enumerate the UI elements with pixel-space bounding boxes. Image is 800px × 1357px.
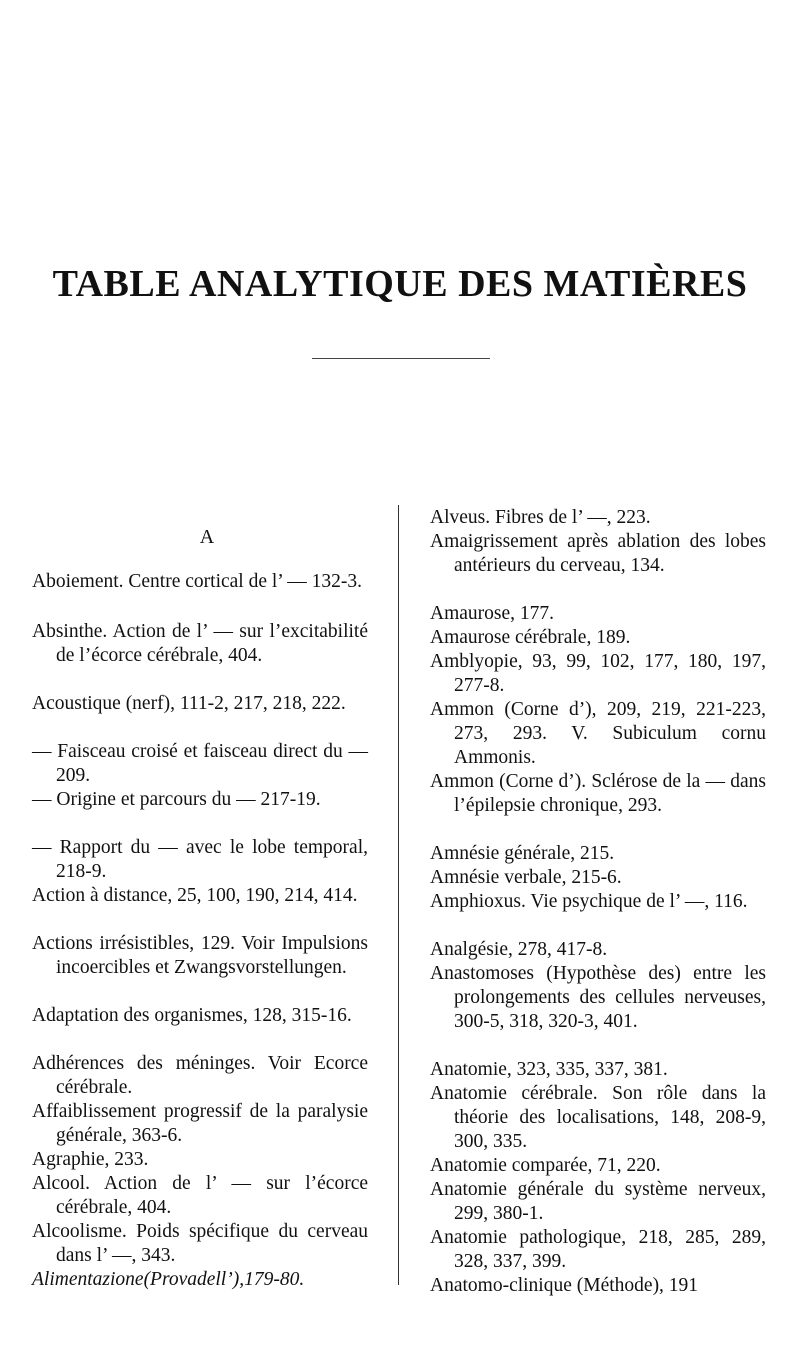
index-entry: Ammon (Corne d’), 209, 219, 221-223, 273, 293. V. Subiculum cornu Ammonis. [430, 699, 766, 768]
index-entry: Affaiblissement progressif de la paralysie générale, 363-6. [32, 1101, 368, 1146]
index-entry: Amblyopie, 93, 99, 102, 177, 180, 197, 277-8. [430, 651, 766, 696]
index-entry: Absinthe. Action de l’ — sur l’excitabilité de l’écorce cérébrale, 404. [32, 621, 368, 666]
index-entry: Anatomie comparée, 71, 220. [430, 1155, 661, 1176]
index-entry: Amaurose, 177. [430, 603, 555, 624]
title-divider [312, 358, 490, 359]
index-entry: Adhérences des méninges. Voir Ecorce cérébrale. [32, 1053, 368, 1098]
index-entry: Anastomoses (Hypothèse des) entre les prolongements des cellules nerveuses, 300-5, 318, 320-3, 401. [430, 963, 766, 1032]
index-entry: Alveus. Fibres de l’ —, 223. [430, 507, 651, 528]
section-letter: A [199, 526, 215, 548]
index-entry: Amnésie générale, 215. [430, 843, 615, 864]
index-entry: Action à distance, 25, 100, 190, 214, 414. [32, 885, 358, 906]
index-entry: Amaigrissement après ablation des lobes antérieurs du cerveau, 134. [430, 531, 766, 576]
index-entry: Ammon (Corne d’). Sclérose de la — dans l’épilepsie chronique, 293. [430, 771, 766, 816]
index-entry: Anatomie pathologique, 218, 285, 289, 328, 337, 399. [430, 1227, 766, 1272]
index-entry: Alcoolisme. Poids spécifique du cerveau dans l’ —, 343. [32, 1221, 368, 1266]
index-entry: — Origine et parcours du — 217-19. [32, 789, 321, 810]
page-title: TABLE ANALYTIQUE DES MATIÈRES [52, 263, 748, 305]
index-entry: Anatomie, 323, 335, 337, 381. [430, 1059, 668, 1080]
index-entry: Anatomo-clinique (Méthode), 191 [430, 1275, 699, 1296]
index-entry: Anatomie cérébrale. Son rôle dans la théorie des localisations, 148, 208-9, 300, 335. [430, 1083, 766, 1152]
index-entry: Actions irrésistibles, 129. Voir Impulsions incoercibles et Zwangsvorstellungen. [32, 933, 368, 978]
index-entry: Adaptation des organismes, 128, 315-16. [32, 1005, 352, 1026]
index-entry: Amphioxus. Vie psychique de l’ —, 116. [430, 891, 748, 912]
index-entry: Aboiement. Centre cortical de l’ — 132-3. [32, 571, 362, 592]
index-entry: Analgésie, 278, 417-8. [430, 939, 608, 960]
index-entry: — Faisceau croisé et faisceau direct du — 209. [32, 741, 368, 786]
index-entry: Amaurose cérébrale, 189. [430, 627, 631, 648]
column-divider [398, 505, 399, 1285]
index-entry: Alimentazione(Provadell’),179-80. [32, 1269, 305, 1290]
index-entry: — Rapport du — avec le lobe temporal, 218-9. [32, 837, 368, 882]
index-entry: Amnésie verbale, 215-6. [430, 867, 622, 888]
index-entry: Acoustique (nerf), 111-2, 217, 218, 222. [32, 693, 346, 714]
index-entry: Agraphie, 233. [32, 1149, 149, 1170]
index-entry: Anatomie générale du système nerveux, 299, 380-1. [430, 1179, 766, 1224]
index-entry: Alcool. Action de l’ — sur l’écorce cérébrale, 404. [32, 1173, 368, 1218]
